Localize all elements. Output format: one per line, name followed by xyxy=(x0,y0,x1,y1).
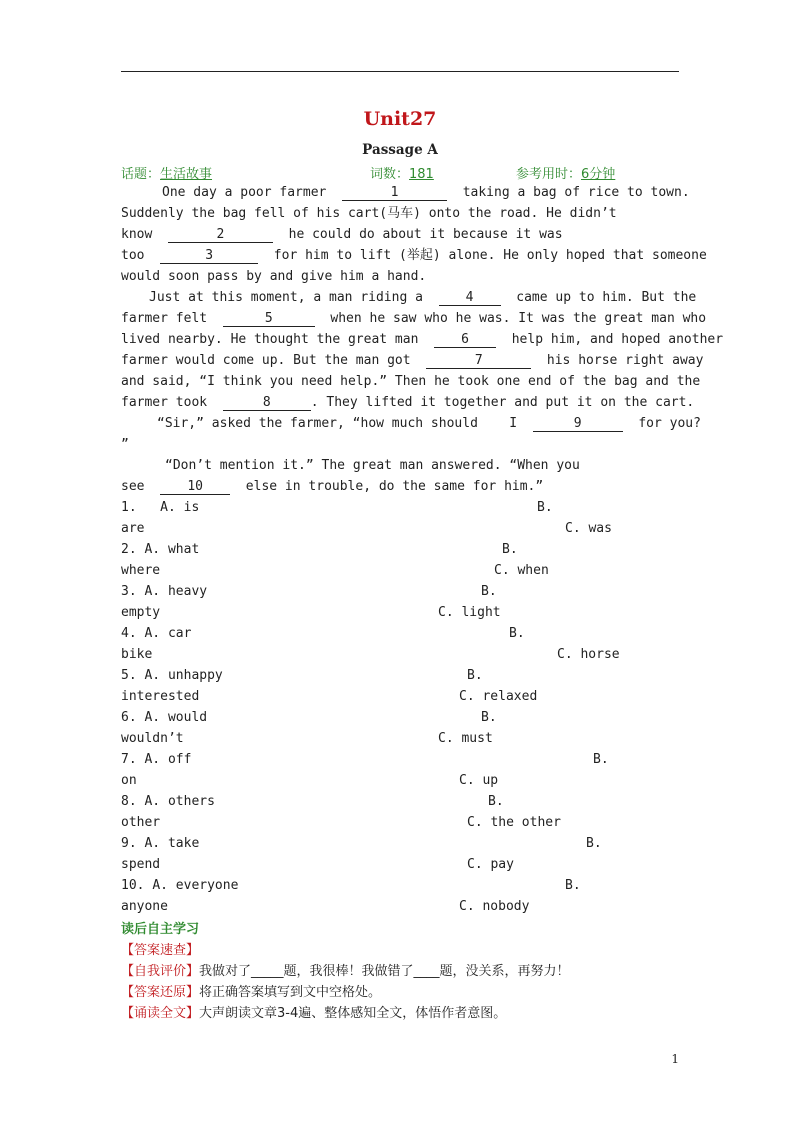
option-3-b-text: empty xyxy=(121,605,161,620)
option-5-b-text: interested xyxy=(121,689,200,704)
self-eval-text: 我做对了_____题，我很棒！我做错了____题，没关系，再努力！ xyxy=(199,964,570,979)
self-eval-tag: 【自我评价】 xyxy=(121,964,200,979)
option-6-b-text: wouldn’t xyxy=(121,731,184,746)
words-label: 词数： xyxy=(370,167,410,182)
blank-9[interactable]: 9 xyxy=(533,417,623,432)
answer-check-row xyxy=(121,939,199,958)
blank-6[interactable]: 6 xyxy=(434,333,496,348)
option-3-c[interactable]: C. light xyxy=(438,605,501,620)
read-aloud-tag: 【诵读全文】 xyxy=(121,1006,200,1021)
answer-restore-tag: 【答案还原】 xyxy=(121,985,200,1000)
self-eval-row xyxy=(121,960,570,979)
option-line-3a: 3. A. heavy xyxy=(121,584,208,599)
option-3-b[interactable]: B. xyxy=(481,584,497,599)
passage-line: “Sir,” asked the farmer, “how much should I 9 for you? xyxy=(157,416,701,431)
option-10-b-text: anyone xyxy=(121,899,168,914)
passage-line: too 3 for him to lift (举起) alone. He only hoped that someone xyxy=(121,248,707,263)
option-line-10a: 10. A. everyone xyxy=(121,878,239,893)
answer-restore-row xyxy=(121,981,381,1000)
time-label: 参考用时： xyxy=(516,167,582,182)
option-1-a[interactable]: A. is xyxy=(160,500,200,515)
option-10-c[interactable]: C. nobody xyxy=(459,899,530,914)
option-2-c[interactable]: C. when xyxy=(494,563,549,578)
words-value: 181 xyxy=(409,167,434,182)
option-8-a[interactable]: A. others xyxy=(144,794,215,809)
option-10-b[interactable]: B. xyxy=(565,878,581,893)
blank-3[interactable]: 3 xyxy=(160,249,258,264)
unit-title: Unit27 xyxy=(363,108,437,130)
blank-10[interactable]: 10 xyxy=(160,480,230,495)
option-10-a[interactable]: A. everyone xyxy=(152,878,239,893)
passage-line: and said, “I think you need help.” Then he took one end of the bag and the xyxy=(121,374,701,389)
option-7-a[interactable]: A. off xyxy=(144,752,192,767)
option-2-a[interactable]: A. what xyxy=(144,542,200,557)
option-9-c[interactable]: C. pay xyxy=(467,857,514,872)
passage-line: Just at this moment, a man riding a 4 came up to him. But the xyxy=(149,290,697,305)
option-7-b[interactable]: B. xyxy=(593,752,609,767)
blank-7[interactable]: 7 xyxy=(426,354,531,369)
option-8-b-text: other xyxy=(121,815,161,830)
passage-line: lived nearby. He thought the great man 6 help him, and hoped another xyxy=(121,332,724,347)
blank-2[interactable]: 2 xyxy=(168,228,273,243)
option-6-b[interactable]: B. xyxy=(481,710,497,725)
option-9-b-text: spend xyxy=(121,857,161,872)
topic-meta xyxy=(121,163,212,182)
option-8-b[interactable]: B. xyxy=(488,794,504,809)
option-1-b[interactable]: B. xyxy=(537,500,553,515)
answer-check-tag: 【答案速查】 xyxy=(121,943,200,958)
blank-1[interactable]: 1 xyxy=(342,186,447,201)
option-6-a[interactable]: A. would xyxy=(144,710,208,725)
time-value: 6分钟 xyxy=(581,167,616,182)
option-5-c[interactable]: C. relaxed xyxy=(459,689,538,704)
passage-line: One day a poor farmer 1 taking a bag of rice to town. xyxy=(162,185,690,200)
option-4-c[interactable]: C. horse xyxy=(557,647,620,662)
option-7-c[interactable]: C. up xyxy=(459,773,499,788)
option-line-6a: 6. A. would xyxy=(121,710,208,725)
blank-4[interactable]: 4 xyxy=(439,291,501,306)
read-aloud-text: 大声朗读文章3-4遍、整体感知全文，体悟作者意图。 xyxy=(199,1006,507,1021)
option-line-5a: 5. A. unhappy xyxy=(121,668,223,683)
passage-line: farmer would come up. But the man got 7 his horse right away xyxy=(121,353,704,368)
option-line-7a: 7. A. off xyxy=(121,752,192,767)
option-9-a[interactable]: A. take xyxy=(144,836,200,851)
blank-5[interactable]: 5 xyxy=(223,312,315,327)
option-line-2a: 2. A. what xyxy=(121,542,200,557)
option-line-9a: 9. A. take xyxy=(121,836,200,851)
option-2-b[interactable]: B. xyxy=(502,542,518,557)
words-meta xyxy=(370,163,434,182)
passage-line: farmer took 8 . They lifted it together and put it on the cart. xyxy=(121,395,695,410)
topic-value: 生活故事 xyxy=(160,167,213,182)
option-1-b-text: are xyxy=(121,521,145,536)
passage-line: “Don’t mention it.” The great man answered. “When you xyxy=(165,458,580,473)
option-8-c[interactable]: C. the other xyxy=(467,815,561,830)
blank-8[interactable]: 8 xyxy=(223,396,311,411)
option-4-b-text: bike xyxy=(121,647,153,662)
option-4-b[interactable]: B. xyxy=(509,626,525,641)
option-5-a[interactable]: A. unhappy xyxy=(144,668,223,683)
topic-label: 话题： xyxy=(121,167,161,182)
passage-line: Suddenly the bag fell of his cart(马车) onto the road. He didn’t xyxy=(121,206,617,221)
time-meta xyxy=(516,163,615,182)
passage-heading: Passage A xyxy=(362,142,438,158)
passage-line: farmer felt 5 when he saw who he was. It was the great man who xyxy=(121,311,707,326)
page-number: 1 xyxy=(671,1052,679,1066)
option-6-c[interactable]: C. must xyxy=(438,731,493,746)
option-3-a[interactable]: A. heavy xyxy=(144,584,208,599)
option-line-8a: 8. A. others xyxy=(121,794,215,809)
top-rule xyxy=(121,71,679,72)
answer-restore-text: 将正确答案填写到文中空格处。 xyxy=(199,985,382,1000)
option-4-a[interactable]: A. car xyxy=(144,626,192,641)
option-line-1a: 1. A. is xyxy=(121,500,200,515)
passage-line: know 2 he could do about it because it was xyxy=(121,227,563,242)
option-9-b[interactable]: B. xyxy=(586,836,602,851)
option-1-c[interactable]: C. was xyxy=(565,521,612,536)
option-2-b-text: where xyxy=(121,563,161,578)
option-line-4a: 4. A. car xyxy=(121,626,192,641)
passage-line: ” xyxy=(121,437,129,452)
option-5-b[interactable]: B. xyxy=(467,668,483,683)
option-7-b-text: on xyxy=(121,773,137,788)
read-aloud-row xyxy=(121,1002,506,1021)
passage-line: would soon pass by and give him a hand. xyxy=(121,269,427,284)
study-heading: 读后自主学习 xyxy=(121,922,200,937)
passage-line: see 10 else in trouble, do the same for him.” xyxy=(121,479,544,494)
